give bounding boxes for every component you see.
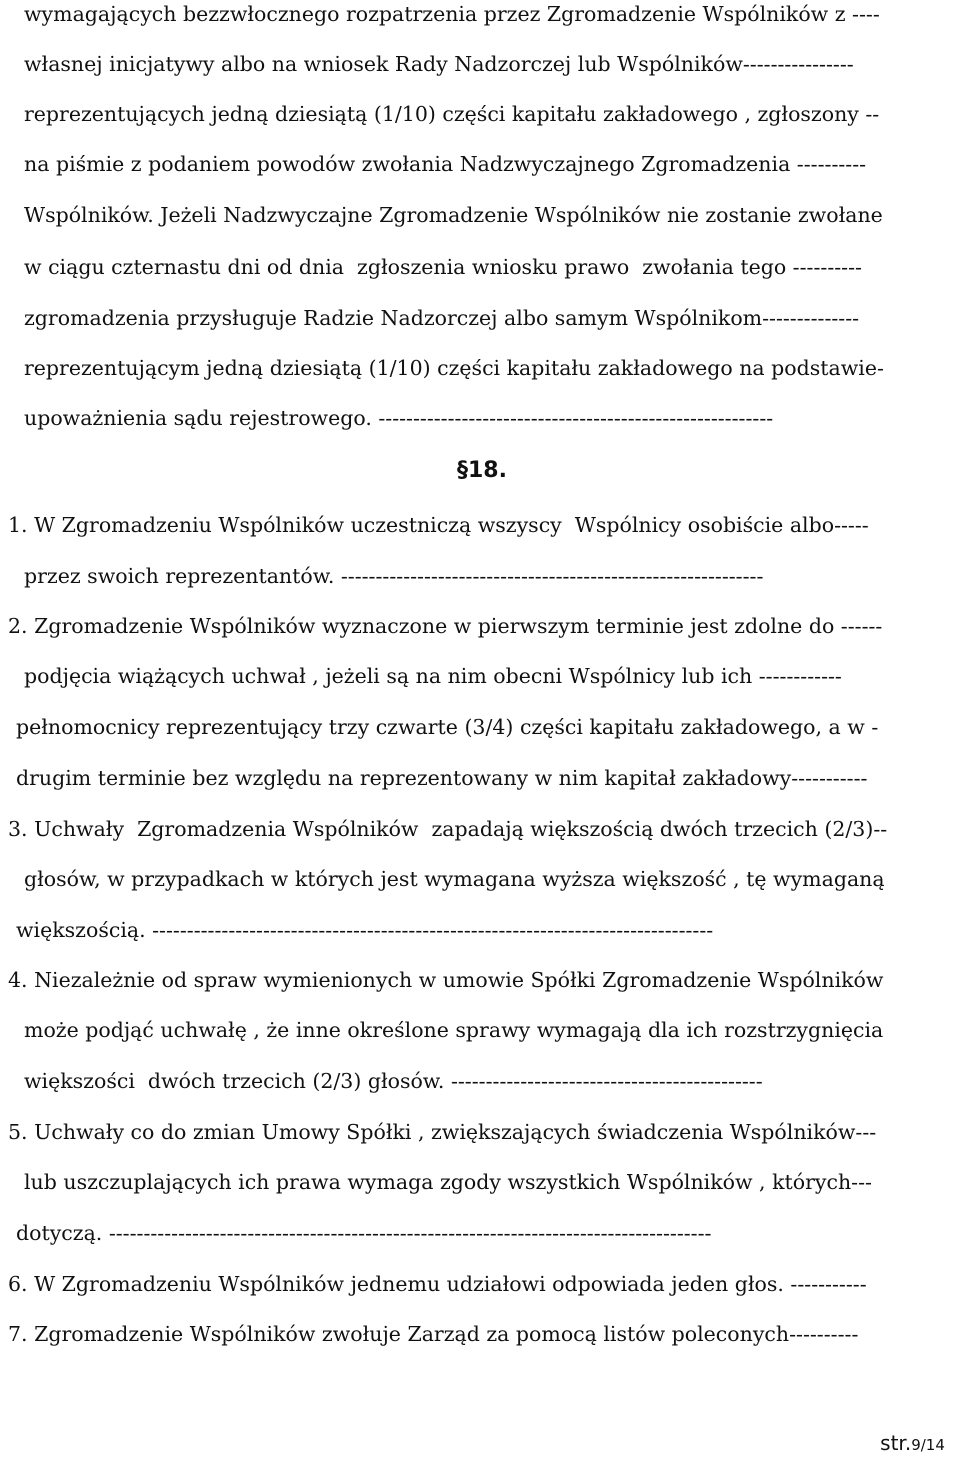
text-line-14: pełnomocnicy reprezentujący trzy czwarte (3/4) części kapitału zakładowego, a w - (16, 715, 879, 739)
text-line-12: 2. Zgromadzenie Wspólników wyznaczone w pierwszym terminie jest zdolne do ------ (8, 614, 883, 638)
text-line-23: lub uszczuplających ich prawa wymaga zgody wszystkich Wspólników , których--- (24, 1170, 872, 1194)
text-line-1: wymagających bezzwłocznego rozpatrzenia przez Zgromadzenie Wspólników z ---- (24, 2, 880, 26)
page-count: 9/14 (911, 1436, 945, 1454)
text-line-24: dotyczą. --------------------------------------------------------------------------------------- (16, 1221, 712, 1245)
text-line-25: 6. W Zgromadzeniu Wspólników jednemu udziałowi odpowiada jeden głos. ----------- (8, 1272, 867, 1296)
text-line-10: 1. W Zgromadzeniu Wspólników uczestniczą wszyscy Wspólnicy osobiście albo----- (8, 513, 869, 537)
text-line-7: zgromadzenia przysługuje Radzie Nadzorczej albo samym Wspólnikom-------------- (24, 306, 860, 330)
text-line-11: przez swoich reprezentantów. ------------------------------------------------------------- (24, 564, 764, 588)
text-line-16: 3. Uchwały Zgromadzenia Wspólników zapadają większością dwóch trzecich (2/3)-- (8, 817, 888, 841)
text-line-5: Wspólników. Jeżeli Nadzwyczajne Zgromadzenie Wspólników nie zostanie zwołane (24, 203, 883, 227)
text-line-3: reprezentujących jedną dziesiątą (1/10) części kapitału zakładowego , zgłoszony -- (24, 102, 880, 126)
text-line-13: podjęcia wiążących uchwał , jeżeli są na nim obecni Wspólnicy lub ich ------------ (24, 664, 842, 688)
text-line-26: 7. Zgromadzenie Wspólników zwołuje Zarząd za pomocą listów poleconych---------- (8, 1322, 859, 1346)
text-line-17: głosów, w przypadkach w których jest wymagana wyższa większość , tę wymaganą (24, 867, 885, 891)
page-label: str. (880, 1431, 912, 1455)
text-line-19: 4. Niezależnie od spraw wymienionych w umowie Spółki Zgromadzenie Wspólników (8, 968, 884, 992)
text-line-4: na piśmie z podaniem powodów zwołania Nadzwyczajnego Zgromadzenia ---------- (24, 152, 867, 176)
text-line-9: upoważnienia sądu rejestrowego. --------------------------------------------------------- (24, 406, 774, 430)
text-line-8: reprezentującym jedną dziesiątą (1/10) części kapitału zakładowego na podstawie- (24, 356, 884, 380)
text-line-22: 5. Uchwały co do zmian Umowy Spółki , zwiększających świadczenia Wspólników--- (8, 1120, 877, 1144)
text-line-6: w ciągu czternastu dni od dnia zgłoszenia wniosku prawo zwołania tego ---------- (24, 255, 862, 279)
text-line-20: może podjąć uchwałę , że inne określone sprawy wymagają dla ich rozstrzygnięcia (24, 1018, 884, 1042)
page-number (870, 1404, 945, 1458)
text-line-21: większości dwóch trzecich (2/3) głosów. --------------------------------------------- (24, 1069, 763, 1093)
text-line-18: większością. --------------------------------------------------------------------------------- (16, 918, 714, 942)
text-line-15: drugim terminie bez względu na reprezentowany w nim kapitał zakładowy----------- (16, 766, 868, 790)
section-heading: §18. (457, 458, 507, 483)
text-line-2: własnej inicjatywy albo na wniosek Rady Nadzorczej lub Wspólników---------------- (24, 52, 854, 76)
